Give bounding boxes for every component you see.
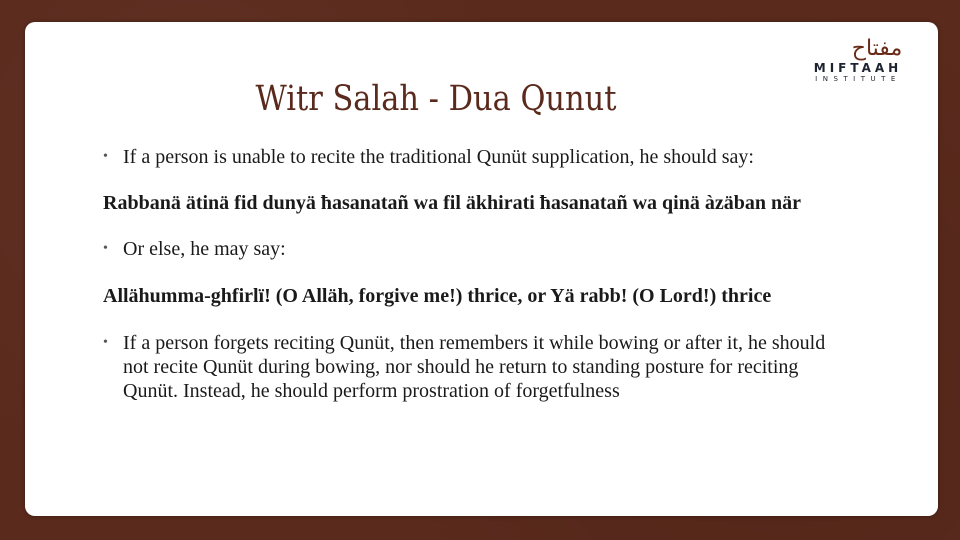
bullet-item-2 [103,237,848,261]
slide-title: Witr Salah - Dua Qunut [255,79,617,119]
bullet-dot: • [103,335,108,350]
bullet-item-3 [103,331,848,403]
bullet-text-3: If a person forgets reciting Qunüt, then remembers it while bowing or after it, he should not recite Qunüt during bowing, nor should he return to standing posture for reciting Qunüt. Instead, he should perform prostration of forgetfulness [123,332,826,402]
bullet-dot: • [103,149,108,164]
bullet-text-1: If a person is unable to recite the traditional Qunüt supplication, he should say: [123,146,754,168]
bullet-dot: • [103,241,108,256]
slide-content [103,145,848,403]
transliteration-2: Allähumma-ghfirlï! (O Alläh, forgive me!) thrice, or Yä rabb! (O Lord!) thrice [103,285,772,307]
logo-arabic-text: مفتاح [851,36,903,61]
logo-name: MIFTAAH [813,61,903,75]
transliteration-1: Rabbanä ätinä fid dunyä ħasanatañ wa fil äkhirati ħasanatañ wa qinä àzäban när [103,192,801,214]
logo-subtitle: INSTITUTE [815,75,901,83]
bullet-item-1 [103,145,848,169]
bullet-text-2: Or else, he may say: [123,238,286,260]
